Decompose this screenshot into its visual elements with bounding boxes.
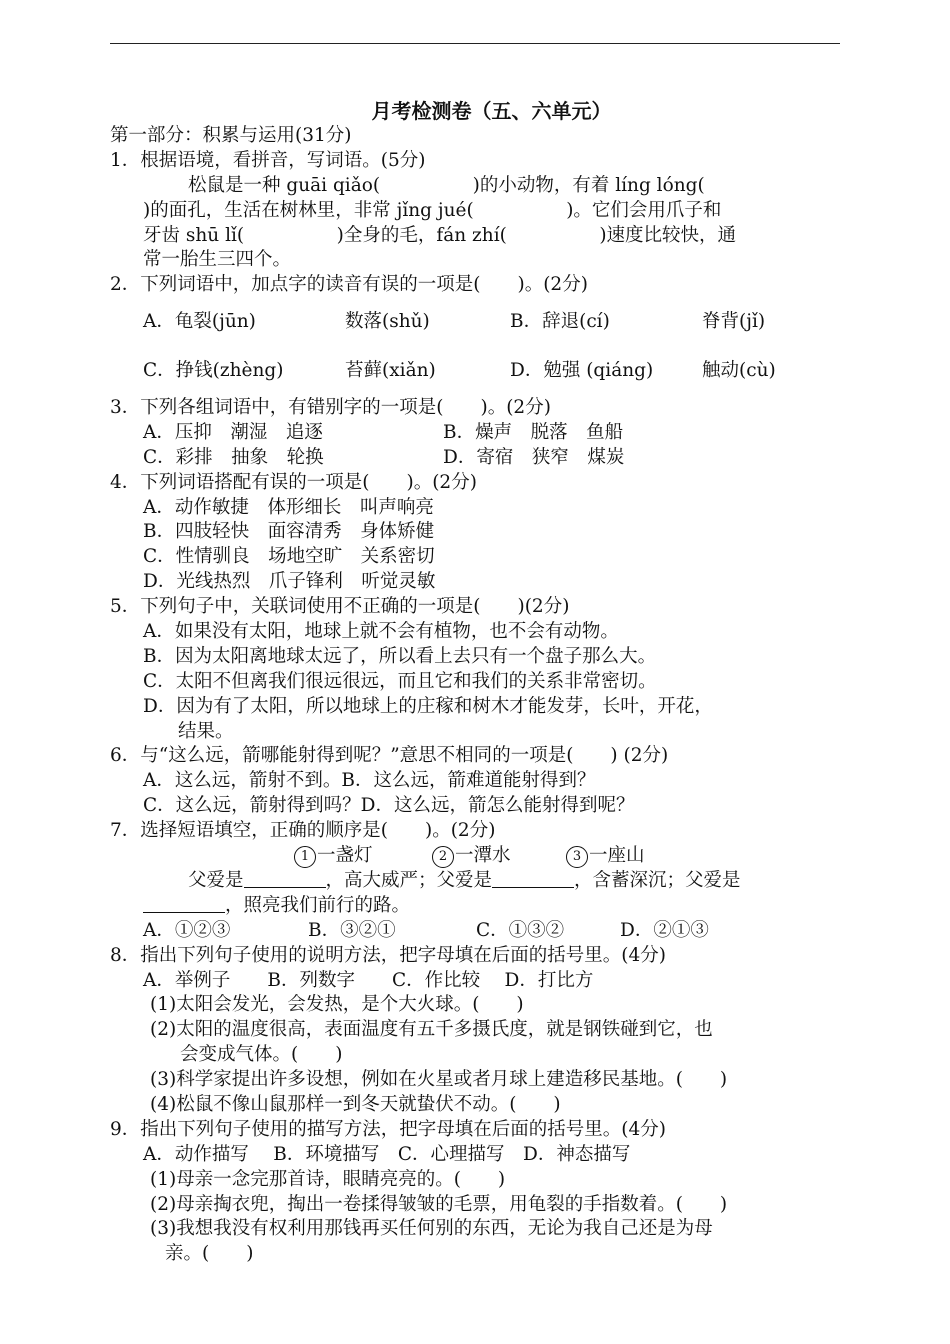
circled-1-icon: 1	[294, 846, 316, 868]
q1-line: 松鼠是一种 guāi qiǎo( )的小动物，有着 líng lóng(	[188, 174, 705, 196]
q7-option: C．①③②	[476, 919, 565, 941]
circled-2-icon: 2	[432, 846, 454, 868]
q4-option: C．性情驯良 场地空旷 关系密切	[143, 546, 435, 568]
q7-text: ，含蓄深沉；父爱是	[574, 869, 741, 891]
q7-option: B．③②①	[308, 919, 396, 941]
q9-item-cont: 亲。( )	[165, 1243, 254, 1265]
q5-option-cont: 结果。	[178, 720, 234, 742]
q1-line: 牙齿 shū lǐ( )全身的毛，fán zhí( )速度比较快，通	[143, 224, 737, 246]
q7-text: 父爱是	[188, 869, 244, 891]
q3-option: A．压抑 潮湿 追逐	[143, 421, 323, 443]
q7-text: ，高大威严；父爱是	[325, 869, 493, 891]
q2-option: D．勉强 (qiáng)	[510, 360, 654, 382]
q2-option: A．龟裂(jūn)	[143, 311, 256, 333]
q2-stem: 2．下列词语中，加点字的读音有误的一项是( )。(2分)	[110, 274, 588, 296]
exam-page	[110, 98, 845, 1267]
q7-phrase: 一盏灯	[317, 845, 373, 867]
q9-item: (1)母亲一念完那首诗，眼睛亮亮的。( )	[150, 1168, 506, 1190]
q7-phrases	[110, 844, 845, 869]
q9-item: (3)我想我没有权利用那钱再买任何别的东西，无论为我自己还是为母	[150, 1218, 713, 1240]
q5-option: D．因为有了太阳，所以地球上的庄稼和树木才能发芽，长叶，开花，	[143, 695, 713, 717]
q8-item: (2)太阳的温度很高，表面温度有五千多摄氏度，就是钢铁碰到它，也	[150, 1019, 713, 1041]
q5-option: A．如果没有太阳，地球上就不会有植物，也不会有动物。	[143, 621, 619, 643]
q8-item: (4)松鼠不像山鼠那样一到冬天就蛰伏不动。( )	[150, 1093, 561, 1115]
q2-option: C．挣钱(zhèng)	[143, 360, 284, 382]
q9-choices: A．动作描写 B．环境描写 C．心理描写 D．神态描写	[143, 1143, 631, 1165]
q7-option: A．①②③	[143, 919, 231, 941]
q8-item-cont: 会变成气体。( )	[180, 1044, 343, 1066]
fill-blank	[244, 869, 326, 888]
q8-item: (3)科学家提出许多设想，例如在火星或者月球上建造移民基地。( )	[150, 1069, 728, 1091]
q4-stem: 4．下列词语搭配有误的一项是( )。(2分)	[110, 471, 477, 493]
q4-option: A．动作敏捷 体形细长 叫声响亮	[143, 496, 434, 518]
q7-sentence-cont	[110, 894, 845, 919]
q1-stem: 1．根据语境，看拼音，写词语。(5分)	[110, 149, 426, 171]
q3-options-row	[110, 421, 845, 446]
q1-line: )的面孔，生活在树林里，非常 jǐng jué( )。它们会用爪子和	[143, 199, 722, 221]
q7-stem: 7．选择短语填空，正确的顺序是( )。(2分)	[110, 820, 496, 842]
q7-phrase: 一潭水	[455, 845, 511, 867]
circled-3-icon: 3	[566, 846, 588, 868]
q6-options: A．这么远，箭射不到。B．这么远，箭难道能射得到？	[143, 770, 596, 792]
q7-phrase: 一座山	[589, 845, 645, 867]
q2-options-row	[110, 310, 845, 335]
header-rule	[110, 43, 840, 44]
q9-stem: 9．指出下列句子使用的描写方法，把字母填在后面的括号里。(4分)	[110, 1118, 666, 1140]
q7-sentence	[110, 869, 845, 894]
q9-item: (2)母亲掏衣兜，掏出一卷揉得皱皱的毛票，用龟裂的手指数着。( )	[150, 1193, 728, 1215]
q6-options: C．这么远，箭射得到吗？D．这么远，箭怎么能射得到呢？	[143, 795, 635, 817]
q3-options-row	[110, 446, 845, 471]
q2-option: 数落(shǔ)	[345, 311, 430, 333]
q5-option: B．因为太阳离地球太远了，所以看上去只有一个盘子那么大。	[143, 645, 657, 667]
q2-option: B．辞退(cí)	[510, 311, 610, 333]
q2-options-row	[110, 359, 845, 384]
q3-option: C．彩排 抽象 轮换	[143, 446, 324, 468]
q7-text: ，照亮我们前行的路。	[225, 894, 411, 916]
fill-blank	[143, 894, 225, 913]
q5-stem: 5．下列句子中，关联词使用不正确的一项是( )(2分)	[110, 596, 570, 618]
q4-option: D．光线热烈 爪子锋利 听觉灵敏	[143, 571, 436, 593]
q5-option: C．太阳不但离我们很远很远，而且它和我们的关系非常密切。	[143, 670, 657, 692]
page-title: 月考检测卷（五、六单元）	[371, 99, 612, 123]
q1-line: 常一胎生三四个。	[143, 249, 292, 271]
fill-blank	[492, 869, 574, 888]
q2-option: 触动(cù)	[702, 360, 776, 382]
q3-stem: 3．下列各组词语中，有错别字的一项是( )。(2分)	[110, 397, 551, 419]
q8-item: (1)太阳会发光，会发热，是个大火球。( )	[150, 994, 524, 1016]
q8-stem: 8．指出下列句子使用的说明方法，把字母填在后面的括号里。(4分)	[110, 944, 666, 966]
q4-option: B．四肢轻快 面容清秀 身体矫健	[143, 521, 435, 543]
q3-option: D．寄宿 狭窄 煤炭	[443, 446, 625, 468]
q7-option: D．②①③	[620, 919, 709, 941]
q2-option: 苔藓(xiǎn)	[345, 360, 436, 382]
q8-choices: A．举例子 B．列数字 C．作比较 D．打比方	[143, 969, 594, 991]
q2-option: 脊背(jǐ)	[702, 311, 766, 333]
q6-stem: 6．与“这么远，箭哪能射得到呢？”意思不相同的一项是( ) (2分)	[110, 745, 669, 767]
section-heading: 第一部分：积累与运用(31分)	[110, 125, 352, 146]
q3-option: B．燥声 脱落 鱼船	[443, 421, 624, 443]
q7-options	[110, 919, 845, 944]
